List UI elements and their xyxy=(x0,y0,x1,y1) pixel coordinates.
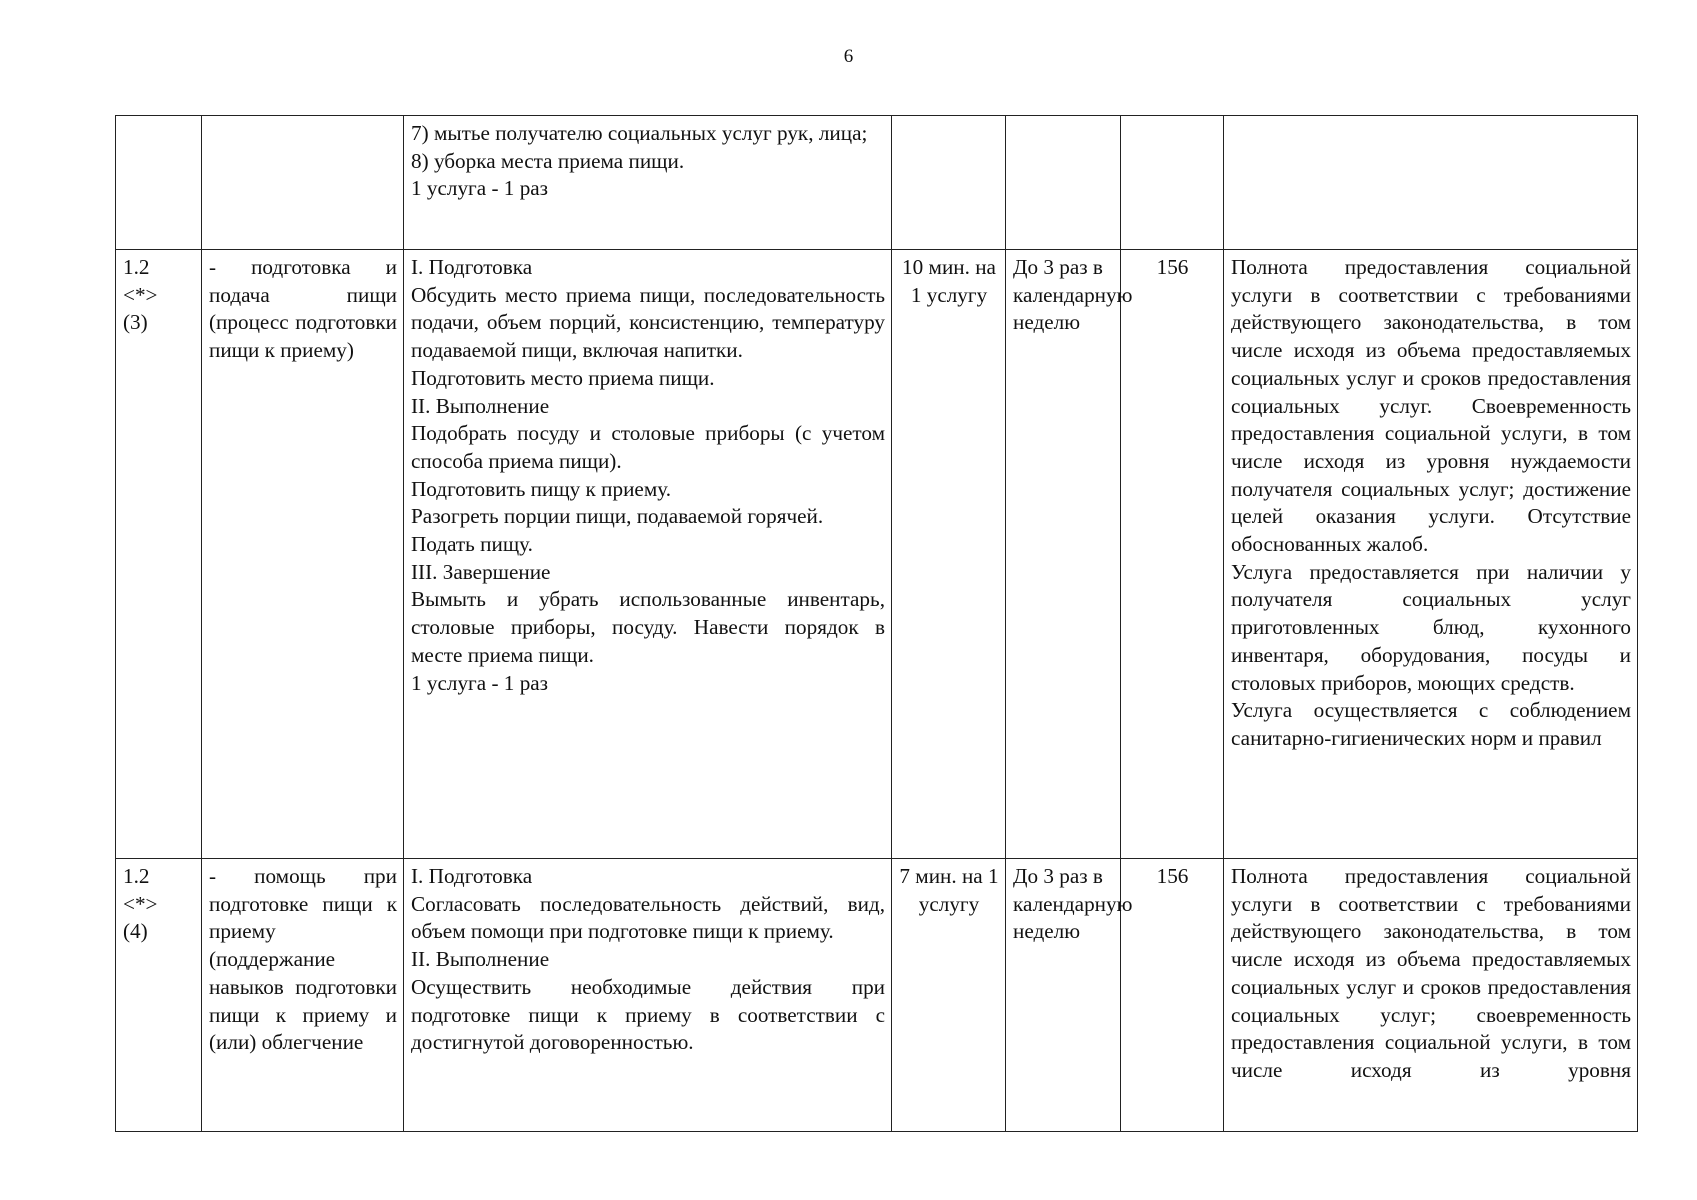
page-number: 6 xyxy=(843,46,854,67)
cell-frequency xyxy=(1006,116,1121,250)
cell-name: - подготовка и подача пищи (процесс подготовки пищи к приему) xyxy=(202,250,404,859)
cell-content xyxy=(404,859,892,1132)
cell-name xyxy=(202,116,404,250)
table-row xyxy=(116,250,1638,859)
content-line: 7) мытье получателю социальных услуг рук, лица; xyxy=(411,121,868,145)
cell-count: 156 xyxy=(1121,250,1224,859)
cell-time: 7 мин. на 1 услугу xyxy=(892,859,1006,1132)
row-number: 1.2 xyxy=(123,255,150,279)
content-line: II. Выполнение xyxy=(411,393,550,418)
quality-paragraph: Услуга предоставляется при наличии у получателя социальных услуг приготовленных блюд, кухонного инвентаря, оборудования, посуды и столовых приборов, моющих средств. xyxy=(1231,559,1631,695)
content-line: I. Подготовка xyxy=(411,255,533,279)
row-subnumber: (3) xyxy=(123,310,148,335)
cell-frequency: До 3 раз в календарную неделю xyxy=(1006,250,1121,859)
cell-frequency: До 3 раз в календарную неделю xyxy=(1006,859,1121,1132)
cell-num xyxy=(116,859,202,1132)
content-line: Подготовить место приема пищи. xyxy=(411,365,715,390)
cell-num xyxy=(116,250,202,859)
cell-content xyxy=(404,116,892,250)
cell-time xyxy=(892,116,1006,250)
content-line: 1 услуга - 1 раз xyxy=(411,176,549,201)
content-line: 1 услуга - 1 раз xyxy=(411,670,549,695)
cell-content xyxy=(404,250,892,859)
content-line: 8) уборка места приема пищи. xyxy=(411,148,685,173)
cell-time: 10 мин. на 1 услугу xyxy=(892,250,1006,859)
content-line: II. Выполнение xyxy=(411,947,550,972)
cell-name: - помощь при подготовке пищи к приему (поддержание навыков подготовки пищи к приему и (или) облегчение xyxy=(202,859,404,1132)
content-line: III. Завершение xyxy=(411,559,551,584)
table-row xyxy=(116,116,1638,250)
row-subnumber: (4) xyxy=(123,919,148,944)
service-standards-table xyxy=(115,115,1638,1132)
content-line: Согласовать последовательность действий, вид, объем помощи при подготовке пищи к приему. xyxy=(411,891,885,944)
content-line: Обсудить место приема пищи, последовательность подачи, объем порций, консистенцию, температуру подаваемой пищи, включая напитки. xyxy=(411,282,885,363)
cell-num xyxy=(116,116,202,250)
quality-paragraph: Услуга осуществляется с соблюдением санитарно-гигиенических норм и правил xyxy=(1231,698,1631,750)
cell-count: 156 xyxy=(1121,859,1224,1132)
cell-quality xyxy=(1224,859,1638,1132)
content-line: I. Подготовка xyxy=(411,864,533,888)
row-number: 1.2 xyxy=(123,864,150,888)
cell-quality xyxy=(1224,116,1638,250)
row-marker: <*> xyxy=(123,891,158,916)
cell-quality xyxy=(1224,250,1638,859)
content-line: Разогреть порции пищи, подаваемой горячей. xyxy=(411,504,824,529)
content-line: Подготовить пищу к приему. xyxy=(411,476,671,501)
quality-paragraph: Полнота предоставления социальной услуги в соответствии с требованиями действующего законодательства, в том числе исходя из объема предоставляемых социальных услуг и сроков предоставления социальных услуг; своевременность предоставления социальной услуги, в том числе исходя из уровня xyxy=(1231,864,1631,1082)
table-row xyxy=(116,859,1638,1132)
quality-paragraph: Полнота предоставления социальной услуги в соответствии с требованиями действующего законодательства, в том числе исходя из объема предоставляемых социальных услуг и сроков предоставления социальных услуг. Своевременность предоставления социальной услуги, в том числе исходя из уровня нуждаемости получателя социальных услуг; достижение целей оказания услуги. Отсутствие обоснованных жалоб. xyxy=(1231,255,1631,557)
cell-count xyxy=(1121,116,1224,250)
content-line: Осуществить необходимые действия при подготовке пищи к приему в соответствии с достигнутой договоренностью. xyxy=(411,974,885,1055)
content-line: Вымыть и убрать использованные инвентарь, столовые приборы, посуду. Навести порядок в месте приема пищи. xyxy=(411,587,885,667)
content-line: Подать пищу. xyxy=(411,532,533,557)
content-line: Подобрать посуду и столовые приборы (с учетом способа приема пищи). xyxy=(411,421,885,473)
row-marker: <*> xyxy=(123,282,158,307)
